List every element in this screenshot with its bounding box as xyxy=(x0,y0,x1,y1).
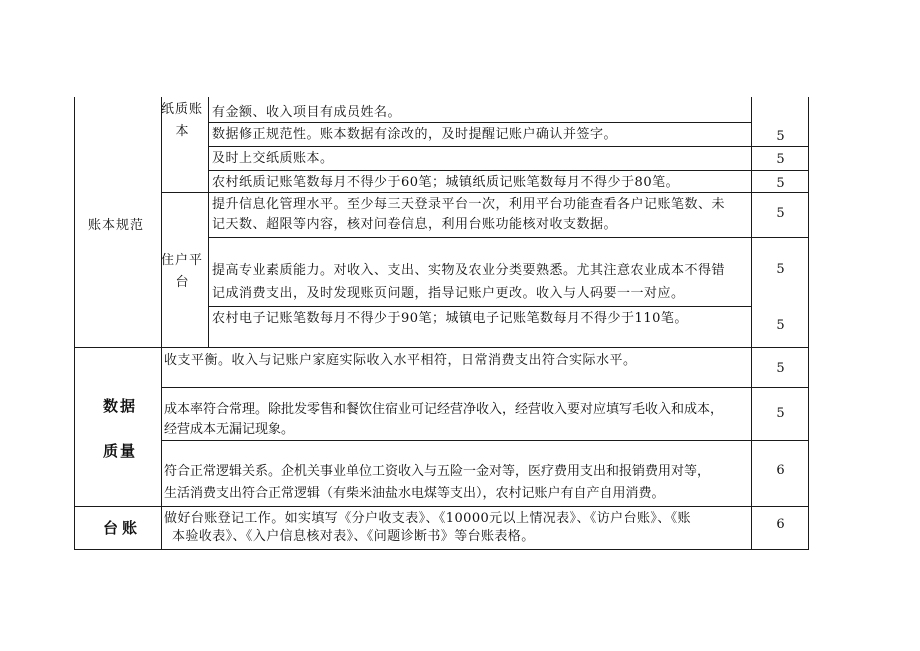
score-value: 5 xyxy=(776,152,785,167)
score-value: 5 xyxy=(776,406,785,421)
row-divider xyxy=(161,440,808,441)
criterion-text: 经营成本无漏记现象。 xyxy=(164,422,295,437)
row-divider xyxy=(208,306,751,307)
criterion-text: 记天数、超限等内容，核对问卷信息，利用台账功能核对收支数据。 xyxy=(212,217,618,232)
criterion-text: 记成消费支出，及时发现账页问题，指导记账户更改。收入与人码要一一对应。 xyxy=(212,286,685,301)
score-value: 5 xyxy=(776,318,785,333)
criterion-text: 符合正常逻辑关系。企机关事业单位工资收入与五险一金对等，医疗费用支出和报销费用对等， xyxy=(164,464,711,479)
criterion-text: 农村纸质记账笔数每月不得少于60笔；城镇纸质记账笔数每月不得少于80笔。 xyxy=(212,175,680,190)
section-divider xyxy=(74,506,808,507)
criterion-text: 成本率符合常理。除批发零售和餐饮住宿业可记经营净收入，经营收入要对应填写毛收入和成本， xyxy=(164,402,724,417)
criterion-text: 做好台账登记工作。如实填写《分户收支表》、《10000元以上情况表》、《访户台账》、《账 xyxy=(164,511,691,526)
score-value: 6 xyxy=(776,517,785,532)
criterion-text: 农村电子记账笔数每月不得少于90笔；城镇电子记账笔数每月不得少于110笔。 xyxy=(212,311,688,326)
criterion-text: 数据修正规范性。账本数据有涂改的，及时提醒记账户确认并签字。 xyxy=(212,127,618,142)
criterion-text: 本验收表》、《入户信息核对表》、《问题诊断书》等台账表格。 xyxy=(172,529,535,544)
subcategory-label-line: 本 xyxy=(175,124,191,139)
subcategory-label-line: 纸质账 xyxy=(161,102,204,117)
criterion-text: 有金额、收入项目有成员姓名。 xyxy=(212,105,402,120)
subcategory-label-line: 住户平 xyxy=(161,253,204,268)
subcategory-label-platform xyxy=(163,250,203,294)
score-value: 5 xyxy=(776,361,785,376)
table-border-left xyxy=(74,97,75,550)
category-label-ledger: 台账 xyxy=(103,519,142,537)
score-value: 5 xyxy=(776,129,785,144)
score-value: 5 xyxy=(776,262,785,277)
score-value: 5 xyxy=(776,176,785,191)
row-divider xyxy=(208,237,808,238)
row-divider xyxy=(161,192,808,193)
subcategory-label-line: 台 xyxy=(175,275,191,290)
subcategory-border-left xyxy=(161,97,162,550)
row-divider xyxy=(208,122,751,123)
criterion-text: 生活消费支出符合正常逻辑（有柴米油盐水电煤等支出），农村记账户有自产自用消费。 xyxy=(164,486,665,501)
score-value: 6 xyxy=(776,463,785,478)
score-value: 5 xyxy=(776,206,785,221)
section-divider xyxy=(74,347,808,348)
category-label-quality: 质量 xyxy=(103,442,138,460)
criterion-text: 提高专业素质能力。对收入、支出、实物及农业分类要熟悉。尤其注意农业成本不得错 xyxy=(212,263,726,278)
category-label-account: 账本规范 xyxy=(88,218,145,233)
row-divider xyxy=(161,387,808,388)
criterion-text: 提升信息化管理水平。至少每三天登录平台一次，利用平台功能查看各户记账笔数、未 xyxy=(212,197,726,212)
criterion-text: 收支平衡。收入与记账户家庭实际收入水平相符，日常消费支出符合实际水平。 xyxy=(164,353,637,368)
subcategory-border-right xyxy=(208,97,209,347)
row-divider xyxy=(208,170,808,171)
criterion-text: 及时上交纸质账本。 xyxy=(212,151,334,166)
subcategory-label-paper xyxy=(163,99,203,143)
category-label-quality: 数据 xyxy=(103,397,138,415)
table-border-bottom xyxy=(74,549,809,550)
row-divider xyxy=(208,146,808,147)
